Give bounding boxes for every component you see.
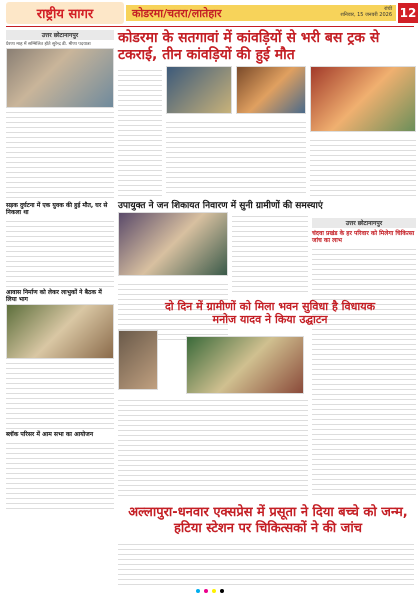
story4-body-text <box>118 540 414 586</box>
story3-body-text <box>118 396 308 500</box>
newspaper-logo <box>6 2 124 24</box>
meeting-photo <box>6 304 114 359</box>
right-subhead: चंदवा प्रखंड के हर परिवार को मिलेगा चिकित्सा जांच का लाभ <box>312 230 415 244</box>
masthead <box>0 0 420 28</box>
body-text <box>6 217 114 287</box>
right-column <box>312 218 416 495</box>
inauguration-photo <box>186 336 304 394</box>
body-text <box>6 108 114 200</box>
section-title: कोडरमा/चतरा/लातेहार <box>132 6 222 20</box>
section-bar <box>126 5 396 21</box>
bus-accident-photo <box>166 66 232 114</box>
lead-text-column <box>118 66 162 196</box>
grievance-photo <box>118 212 228 276</box>
devotees-photo <box>310 66 416 132</box>
lead-side-text <box>310 136 416 196</box>
magenta-dot <box>204 589 208 593</box>
truck-photo <box>236 66 306 114</box>
story4-headline: अल्लापुरा-धनवार एक्सप्रेस में प्रसूता ने दिया बच्चे को जन्म, हटिया स्टेशन पर चिकित्सकों ने की जांच <box>128 505 408 536</box>
rally-photo <box>6 48 114 108</box>
lead-headline: कोडरमा के सतगावां में कांवड़ियों से भरी बस ट्रक से टकराई, तीन कांवड़ियों की हुई मौत <box>118 30 380 63</box>
left-section-band: उत्तर छोटानागपुर <box>6 30 114 40</box>
story-subhead-2: आवास निर्माण को लेकर लाभुकों ने बैठक में लिया भाग <box>6 289 102 303</box>
page-number: 12 <box>398 3 418 23</box>
print-registration-marks <box>0 588 420 594</box>
top-rule <box>6 26 414 27</box>
story2-headline: उपायुक्त ने जन शिकायत निवारण में सुनी ग्रामीणों की समस्याएं <box>118 201 323 211</box>
date-meta <box>340 6 392 18</box>
date: शनिवार, 15 जनवरी 2026 <box>340 12 392 18</box>
cyan-dot <box>196 589 200 593</box>
story2-body-text <box>232 212 308 296</box>
mla-photo <box>118 330 158 390</box>
right-body-text <box>312 245 416 495</box>
story-subhead-1: सड़क दुर्घटना में एक युवक की हुई मौत, घर से निकला था <box>6 202 108 216</box>
body-text <box>6 359 114 429</box>
logo-text: राष्ट्रीय सागर <box>36 7 94 22</box>
yellow-dot <box>212 589 216 593</box>
left-column <box>6 30 114 511</box>
lead-body-text <box>166 118 306 196</box>
story-subhead-3: ब्लॉक परिसर में आम सभा का आयोजन <box>6 431 94 438</box>
city: रांची <box>384 6 392 12</box>
photo-caption: प्रेरणा माह में सम्मिलित होते सुरेन्द्र डी. मीणा पदयात्रा <box>6 42 91 47</box>
black-dot <box>220 589 224 593</box>
body-text <box>6 439 114 511</box>
story3-headline: दो दिन में ग्रामीणों को मिला भवन सुविधा है विधायक मनोज यादव ने किया उद्घाटन <box>164 300 376 326</box>
right-section-band: उत्तर छोटानागपुर <box>312 218 416 228</box>
